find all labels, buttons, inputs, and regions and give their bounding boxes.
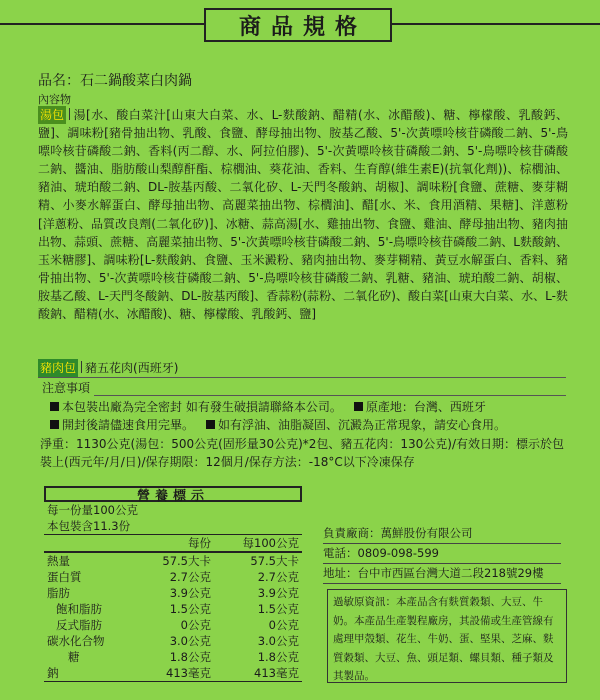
divider bbox=[44, 681, 302, 682]
divider bbox=[81, 361, 82, 373]
net-weight-info: 淨重：1130公克(湯包：500公克(固形量30公克)*2包、豬五花肉：130公克)/有效日期：標示於包裝上(西元年/月/日)/保存期限：12個月/保存方法：-18°C以下冷凍保存 bbox=[40, 437, 565, 469]
square-bullet-icon bbox=[354, 402, 363, 411]
table-row: 糖 1.8公克 1.8公克 bbox=[68, 650, 299, 664]
address: 地址：台中市西區台灣大道二段218號29樓 bbox=[323, 564, 561, 584]
col-per-100g: 每100公克 bbox=[242, 536, 299, 550]
nutrition-rows bbox=[44, 553, 302, 681]
table-row: 飽和脂肪 1.5公克 1.5公克 bbox=[56, 602, 299, 616]
pork-tag: 豬肉包 bbox=[40, 361, 77, 375]
spec-title-box bbox=[204, 8, 392, 42]
square-bullet-icon bbox=[50, 420, 59, 429]
notice-list bbox=[50, 398, 518, 434]
square-bullet-icon bbox=[50, 402, 59, 411]
divider bbox=[69, 108, 70, 120]
manufacturer: 負責廠商：萬鮮股份有限公司 bbox=[323, 524, 561, 544]
servings-per-package: 本包裝含11.3份 bbox=[47, 519, 131, 533]
notice-item: 原產地：台灣、西班牙 bbox=[354, 398, 486, 416]
product-name: 品名：石二鍋酸菜白肉鍋 bbox=[38, 73, 192, 89]
nutrition-title: 營養標示 bbox=[44, 486, 302, 502]
page-title: 商品規格 bbox=[238, 14, 367, 40]
notice-item: 如有浮油、油脂凝固、沉澱為正常現象，請安心食用。 bbox=[206, 416, 506, 434]
soup-ingredients-text: 湯[水、酸白菜汁[山東大白菜、水、L-麩酸鈉、醋精(水、冰醋酸)、糖、檸檬酸、乳酸鈣、鹽]、調味粉[豬骨抽出物、乳酸、食鹽、酵母抽出物、胺基乙酸、5'-次黃嘌呤核苷磷酸二鈉、5'-鳥嘌呤核苷磷酸二鈉、香料(丙二醇、水、阿拉伯膠)、5'-次黃嘌呤核苷磷酸二鈉、5'-鳥嘌呤核苷磷酸二鈉、醬油、脂肪酸山梨醇酐酯、棕櫚油、葵花油、香料、生育醇(維生素E)(抗氧化劑))、棕櫚油、豬油、琥珀酸二鈉、DL-胺基丙酸、二氧化矽、L-天門冬酸鈉、胡椒]、調味粉[食鹽、蔗糖、麥芽糊精、小麥水解蛋白、酵母抽出物、高麗菜抽出物、棕櫚油]、醋[水、米、食用酒精、果糖]、洋蔥粉[洋蔥粉、品質改良劑(二氧化矽)]、冰糖、蒜高湯[水、雞抽出物、食鹽、雞油、酵母抽出物、豬肉抽出物、蒜頭、蔗糖、高麗菜抽出物、5'-次黃嘌呤核苷磷酸二鈉、5'-鳥嘌呤核苷磷酸二鈉、L麩酸鈉、玉米糖膠]、調味粉[L-麩酸鈉、食鹽、玉米澱粉、豬肉抽出物、麥芽糊精、黃豆水解蛋白、香料、豬骨抽出物、5'-次黃嘌呤核苷磷酸二鈉、5'-鳥嘌呤核苷磷酸二鈉、乳糖、豬油、琥珀酸二鈉、胡椒、胺基乙酸、L-天門冬酸鈉、DL-胺基丙酸]、香蒜粉(蒜粉、二氧化矽)、酸白菜[山東大白菜、水、L-麩酸鈉、醋精(水、冰醋酸)、糖、檸檬酸、乳酸鈣、鹽] bbox=[38, 108, 568, 322]
phone: 電話：0809-098-599 bbox=[323, 544, 561, 564]
table-row: 蛋白質 2.7公克 2.7公克 bbox=[47, 570, 299, 584]
notice-divider bbox=[38, 377, 566, 396]
table-row: 脂肪 3.9公克 3.9公克 bbox=[47, 586, 299, 600]
allergen-info: 過敏原資訊：本產品含有麩質穀類、大豆、牛奶。本產品生產製程廠房，其設備或生產管線有處理甲殼類、花生、牛奶、蛋、堅果、芝麻、麩質穀類、大豆、魚、頭足類、螺貝類、種子類及其製品。 bbox=[327, 589, 567, 683]
notice-item: 開封後請儘速食用完畢。 bbox=[50, 416, 194, 434]
table-row: 熱量 57.5大卡 57.5大卡 bbox=[47, 554, 299, 568]
serving-size: 每一份量100公克 bbox=[47, 503, 138, 517]
nutrition-values bbox=[44, 535, 302, 551]
square-bullet-icon bbox=[206, 420, 215, 429]
table-row: 碳水化合物 3.0公克 3.0公克 bbox=[47, 634, 299, 648]
soup-tag: 湯包 bbox=[40, 108, 65, 122]
table-row: 鈉 413毫克 413毫克 bbox=[47, 666, 299, 680]
col-per-serving: 每份 bbox=[188, 536, 211, 550]
notice-item: 本包裝出廠為完全密封 如有發生破損請聯絡本公司。 bbox=[50, 398, 342, 416]
pork-ingredients bbox=[38, 359, 178, 377]
table-row: 反式脂肪 0公克 0公克 bbox=[56, 618, 299, 632]
pork-ingredients-text: 豬五花肉(西班牙) bbox=[85, 361, 179, 375]
nutrition-column-header bbox=[44, 535, 302, 551]
nutrition-table bbox=[44, 486, 302, 682]
company-info bbox=[323, 524, 561, 584]
soup-ingredients bbox=[38, 106, 568, 323]
notice-label: 注意事項 bbox=[38, 379, 94, 396]
contents-label: 內容物 bbox=[38, 93, 71, 106]
